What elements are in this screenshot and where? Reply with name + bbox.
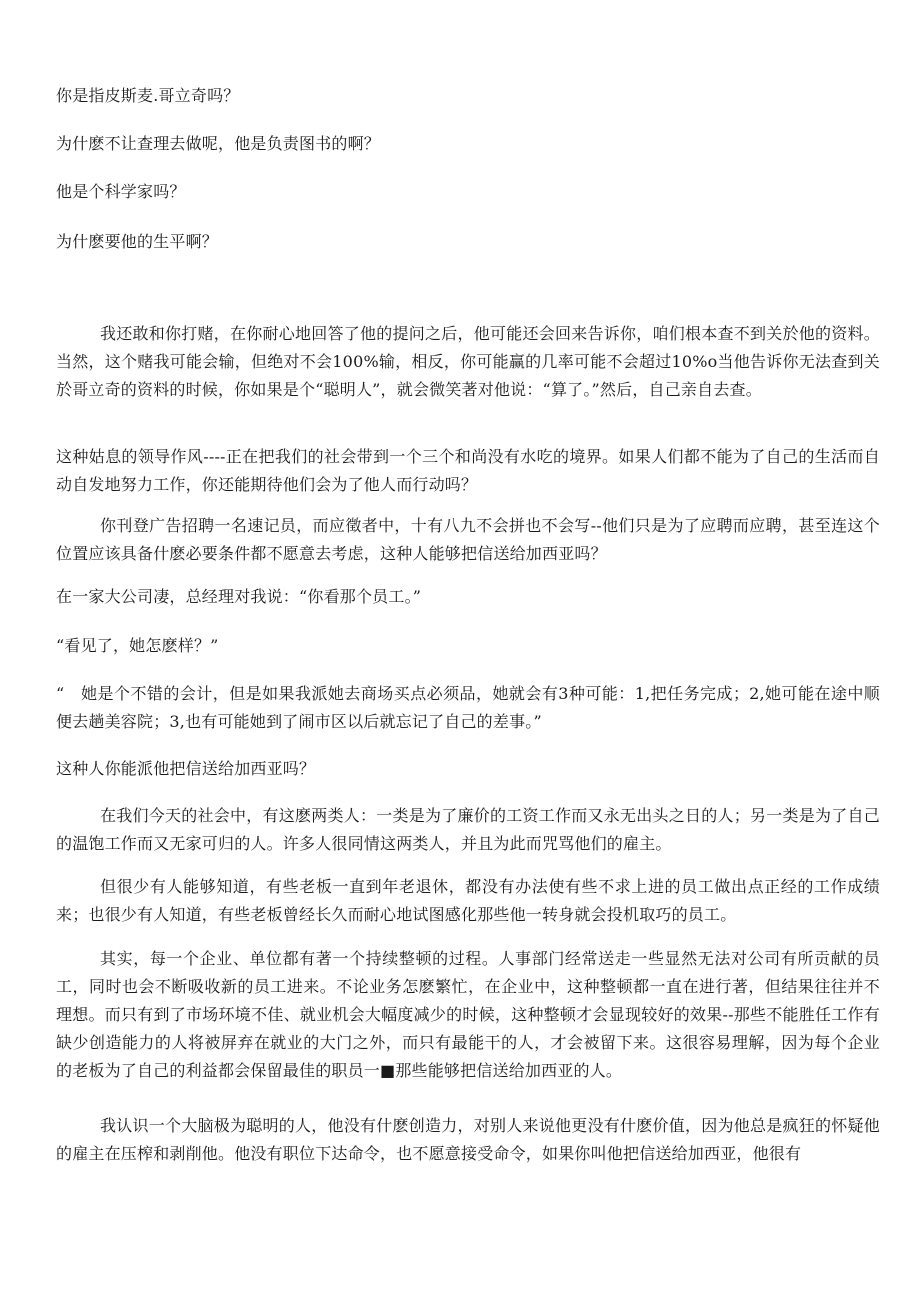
paragraph-reply: “看见了，她怎麽样？” [56,636,219,655]
paragraph-stenographer: 你刊登广告招聘一名速记员，而应徵者中，十有八九不会拼也不会写--他们只是为了应聘而应聘，甚至连这个位置应该具备什麽必要条件都不愿意去考虑，这种人能够把信送给加西亚吗？ [56,516,880,563]
paragraph-leadership: 这种姑息的领导作风----正在把我们的社会带到一个三个和尚没有水吃的境界。如果人们都不能为了自己的生活而自动自发地努力工作，你还能期待他们会为了他人而行动吗？ [56,447,880,494]
question-biography: 为什麽要他的生平啊？ [56,232,219,251]
paragraph-manager: 在一家大公司凄，总经理对我说：“你看那个员工。” [56,587,422,606]
paragraph-reorganization: 其实，每一个企业、单位都有著一个持续整顿的过程。人事部门经常送走一些显然无法对公司有所贡献的员工，同时也会不断吸收新的员工进来。不论业务怎麽繁忙，在企业中，这种整顿都一直在进行著，但结果往往并不理想。而只有到了市场环境不佳、就业机会大幅度减少的时候，这种整顿才会显现较好的效果--那些不能胜任工作有缺少创造能力的人将被屏弃在就业的大门之外，而只有最能干的人，才会被留下来。这很容易理解，因为每个企业的老板为了自己的利益都会保留最佳的职员一■那些能够把信送给加西亚的人。 [56,949,880,1080]
paragraph-accountant: “ 她是个不错的会计，但是如果我派她去商场买点必须品，她就会有3种可能：1,把任务完成；2,她可能在途中顺便去趟美容院；3,也有可能她到了闹市区以后就忘记了自己的差事。” [56,684,880,731]
paragraph-clever-man: 我认识一个大脑极为聪明的人，他没有什麽创造力，对别人来说他更没有什麽价值，因为他总是疯狂的怀疑他的雇主在压榨和剥削他。他没有职位下达命令，也不愿意接受命令，如果你叫他把信送给加西亚，他很有 [56,1116,880,1163]
paragraph-send-question: 这种人你能派他把信送给加西亚吗？ [56,759,316,778]
question-charlie: 为什麽不让查理去做呢，他是负责图书的啊？ [56,134,381,153]
question-scientist: 他是个科学家吗？ [56,182,186,201]
paragraph-few-know: 但很少有人能够知道，有些老板一直到年老退休，都没有办法使有些不求上进的员工做出点正经的工作成绩来；也很少有人知道，有些老板曾经长久而耐心地试图感化那些他一转身就会投机取巧的员工。 [56,877,880,924]
paragraph-bet: 我还敢和你打赌，在你耐心地回答了他的提问之后，他可能还会回来告诉你，咱们根本查不到关於他的资料。当然，这个赌我可能会输，但绝对不会100%输，相反，你可能赢的几率可能不会超过10%o当他告诉你无法查到关於哥立奇的资料的时候，你如果是个“聪明人”，就会微笑著对他说：“算了。”然后，自己亲自去查。 [56,324,880,399]
paragraph-two-kinds: 在我们今天的社会中，有这麽两类人：一类是为了廉价的工资工作而又永无出头之日的人；另一类是为了自己的温饱工作而又无家可归的人。许多人很同情这两类人，并且为此而咒骂他们的雇主。 [56,806,880,853]
question-goliqi: 你是指皮斯麦.哥立奇吗？ [56,86,240,105]
